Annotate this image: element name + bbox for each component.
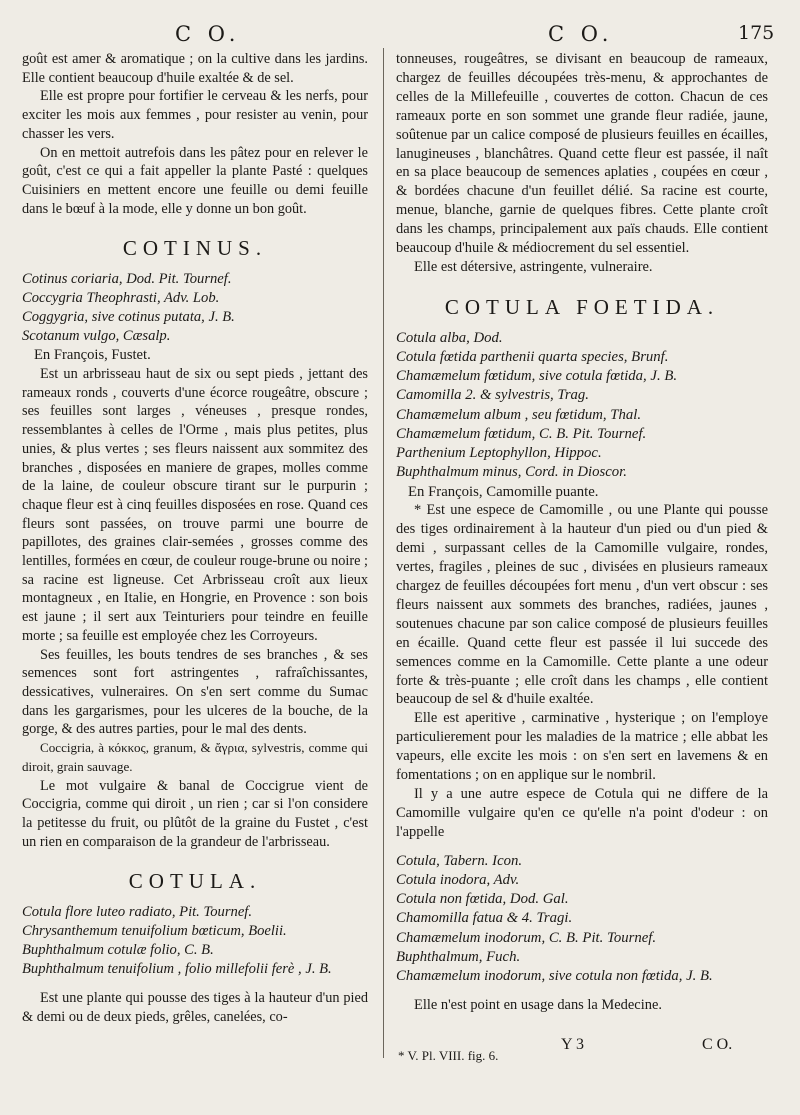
synonym-text: Cotula flore luteo radiato, Pit. Tournef.	[22, 904, 253, 921]
synonym-line	[396, 929, 768, 948]
synonym-text: Cotula, Tabern. Icon.	[396, 852, 523, 869]
synonym-text: Coggygria, sive cotinus putata, J. B.	[22, 309, 235, 326]
synonym-text: Buphthalmum, Fuch.	[396, 948, 521, 965]
entry-heading-cotinus: COTINUS.	[122, 236, 268, 261]
synonym-line	[396, 967, 768, 986]
synonym-line	[396, 425, 768, 444]
synonym-line	[22, 327, 368, 346]
entry-heading-cotula: COTULA.	[128, 869, 262, 894]
synonym-line	[396, 852, 768, 871]
catchword: C O.	[702, 1036, 733, 1053]
synonym-line	[396, 890, 768, 909]
signature-mark: Y 3	[561, 1036, 584, 1053]
synonym-line	[22, 960, 368, 979]
synonym-line	[396, 948, 768, 967]
paragraph: Elle n'est point en usage dans la Medecine.	[414, 997, 662, 1014]
paragraph: Est un arbrisseau haut de six ou sept pieds , jettant des rameaux ronds , couverts d'une écorce rougeâtre, obscure ; ses feuilles sont larges , véneuses , presque rondes, ressemblantes à celles de l'Orme , mais plus petites, plus unies, & plus vertes ; ses fleurs naissent aux sommitez des branches , disposées en maniere de grapes, molles comme de la laine, de couleur obscure tirant sur le purpurin ; chaque fleur est à cinq feuilles disposées en rose. Quand ces fleurs sont passées, on trouve parmi une bourre de papillotes, des graines clair-semées , grosses comme des lentilles, formées en cœur, de couleur rouge-brune ou noire ; sa racine est ligneuse. Cet Arbrisseau croît aux lieux montagneux , en Italie, en Hongrie, en Provence : son bois est jaune ; il sert aux Teinturiers pour teindre en feuille morte ; sa feuille est employée chez les Corroyeurs.	[22, 366, 369, 644]
synonym-text: Coccygria Theophrasti, Adv. Lob.	[22, 290, 220, 307]
synonym-text: Scotanum vulgo, Cæsalp.	[22, 328, 171, 345]
french-name: En François, Fustet.	[34, 347, 151, 364]
synonym-text: Chamæmelum album , seu fœtidum, Thal.	[396, 406, 642, 423]
synonym-text: Cotula inodora, Adv.	[396, 871, 520, 888]
synonym-text: Parthenium Leptophyllon, Hippoc.	[396, 445, 602, 462]
synonym-line	[396, 386, 768, 405]
etymology-note: Coccigria, à κόκκος, granum, & ἄγρια, sylvestris, comme qui diroit, grain sauvage.	[22, 740, 368, 774]
synonym-text: Chamæmelum inodorum, sive cotula non fœtida, J. B.	[396, 967, 713, 984]
paragraph: Ses feuilles, les bouts tendres de ses branches , & ses semences sont fort astringentes , rafraîchissantes, dessicatives, vulneraires. On s'en sert comme du Sumac dans les gargarismes, pour les ulceres de la bouche, de la gorge, & des autres parties, pour le mal des dents.	[22, 646, 368, 738]
synonym-text: Buphthalmum cotulæ folio, C. B.	[22, 942, 214, 959]
running-head-right: C O.	[548, 22, 614, 46]
page-number: 175	[738, 22, 775, 44]
synonym-line	[396, 348, 768, 367]
synonym-text: Chamæmelum inodorum, C. B. Pit. Tournef.	[396, 929, 657, 946]
synonym-line	[22, 922, 368, 941]
synonym-text: Cotula alba, Dod.	[396, 329, 503, 346]
synonym-text: Cotinus coriaria, Dod. Pit. Tournef.	[22, 271, 232, 288]
synonym-line	[396, 406, 768, 425]
synonym-line	[396, 463, 768, 482]
synonym-text: Camomilla 2. & sylvestris, Trag.	[396, 387, 589, 404]
right-column	[396, 50, 768, 1015]
synonym-text: Chrysanthemum tenuifolium bœticum, Boelii.	[22, 923, 287, 940]
synonym-text: Cotula non fœtida, Dod. Gal.	[396, 891, 569, 908]
paragraph: Il y a une autre espece de Cotula qui ne differe de la Camomille vulgaire qu'en ce qu'elle n'a point d'odeur : on l'appelle	[396, 786, 768, 840]
synonym-line	[396, 871, 768, 890]
synonym-line	[396, 329, 768, 348]
synonym-text: Buphthalmum tenuifolium , folio millefolii ferè , J. B.	[22, 961, 332, 978]
synonym-line	[22, 270, 368, 289]
plate-reference-note: * V. Pl. VIII. fig. 6.	[398, 1048, 499, 1063]
synonym-line	[22, 941, 368, 960]
paragraph: tonneuses, rougeâtres, se divisant en beaucoup de rameaux, chargez de feuilles découpées très-menu, & approchantes de celles de la Millefeuille , couvertes de cotton. Chacun de ces rameaux porte en son sommet une grande fleur radiée, jaune, soûtenue par un calice composé de plusieurs feuilles en écailles, lanugineuses , blanchâtres. Quand cette fleur est passée, il naît en sa place beaucoup de semences aplaties , coupées en cœur , & bordées chacune d'un feuillet délié. Sa racine est courte, menue, blanche, garnie de quelques fibres. Cette plante croît dans les champs, principalement aux païs chauds. Elle contient beaucoup d'huile & médiocrement du sel essentiel.	[396, 51, 768, 257]
french-name: En François, Camomille puante.	[408, 483, 599, 500]
left-column	[22, 50, 368, 1027]
synonym-line	[22, 289, 368, 308]
paragraph: On en mettoit autrefois dans les pâtez pour en relever le goût, c'est ce qui a fait appeller la plante Pasté : quelques Cuisiniers en mettent encore une feuille ou demi feuille dans le bœuf à la mode, elle y donne un bon goût.	[22, 144, 368, 217]
paragraph: Elle est détersive, astringente, vulneraire.	[414, 258, 653, 275]
synonym-text: Cotula fœtida parthenii quarta species, Brunf.	[396, 349, 669, 366]
synonym-line	[396, 909, 768, 928]
paragraph: goût est amer & aromatique ; on la cultive dans les jardins. Elle contient beaucoup d'huile exaltée & de sel.	[22, 51, 368, 86]
synonym-text: Chamæmelum fœtidum, sive cotula fœtida, J. B.	[396, 368, 678, 385]
paragraph: Elle est aperitive , carminative , hysterique ; on l'employe particulierement pour les maladies de la matrice ; elle abbat les vapeurs, elle excite les mois : on s'en sert en lavemens & en fomentations ; on en applique sur le nombril.	[396, 710, 768, 784]
paragraph: Le mot vulgaire & banal de Coccigrue vient de Coccigria, comme qui diroit , un rien ; car si l'on considere la petitesse du fruit, ou plûtôt de la graine du Fustet , c'est un rien en comparaison de la grandeur de l'arbrisseau.	[22, 777, 368, 850]
synonym-line	[396, 367, 768, 386]
page-footer	[0, 1036, 800, 1076]
synonym-text: Chamæmelum fœtidum, C. B. Pit. Tournef.	[396, 425, 647, 442]
synonym-text: Chamomilla fatua & 4. Tragi.	[396, 910, 573, 927]
synonym-line	[396, 444, 768, 463]
synonym-text: Buphthalmum minus, Cord. in Dioscor.	[396, 464, 627, 481]
running-head	[0, 22, 800, 52]
paragraph: * Est une espece de Camomille , ou une Plante qui pousse des tiges ordinairement à la hauteur d'un pied ou d'un pied & demi , surpassant celles de la Camomille vulgaire, rondes, vertes, fragiles , pleines de suc , divisées en plusieurs rameaux chargez de feuilles découpées fort menu , d'un vert obscur : ses fleurs naissent aux sommets des branches, radiées, jaunes , soutenues chacune par son calice composé de plusieurs feuilles en écaille. Quand cette fleur est passée il lui succede des semences comme en la Camomille. Cette plante a une odeur forte & très-puante ; elle croît dans les champs , elle contient beaucoup de sel & d'huile exaltée.	[396, 502, 768, 708]
synonym-line	[22, 308, 368, 327]
paragraph: Elle est propre pour fortifier le cerveau & les nerfs, pour exciter les mois aux femmes , pour resister au venin, pour chasser les vers.	[22, 88, 368, 142]
synonym-line	[22, 903, 368, 922]
column-divider	[383, 48, 384, 1058]
entry-heading-cotula-foetida: COTULA FOETIDA.	[444, 294, 720, 319]
running-head-left: C O.	[175, 22, 241, 46]
paragraph: Est une plante qui pousse des tiges à la hauteur d'un pied & demi ou de deux pieds, grêles, canelées, co-	[22, 990, 368, 1026]
